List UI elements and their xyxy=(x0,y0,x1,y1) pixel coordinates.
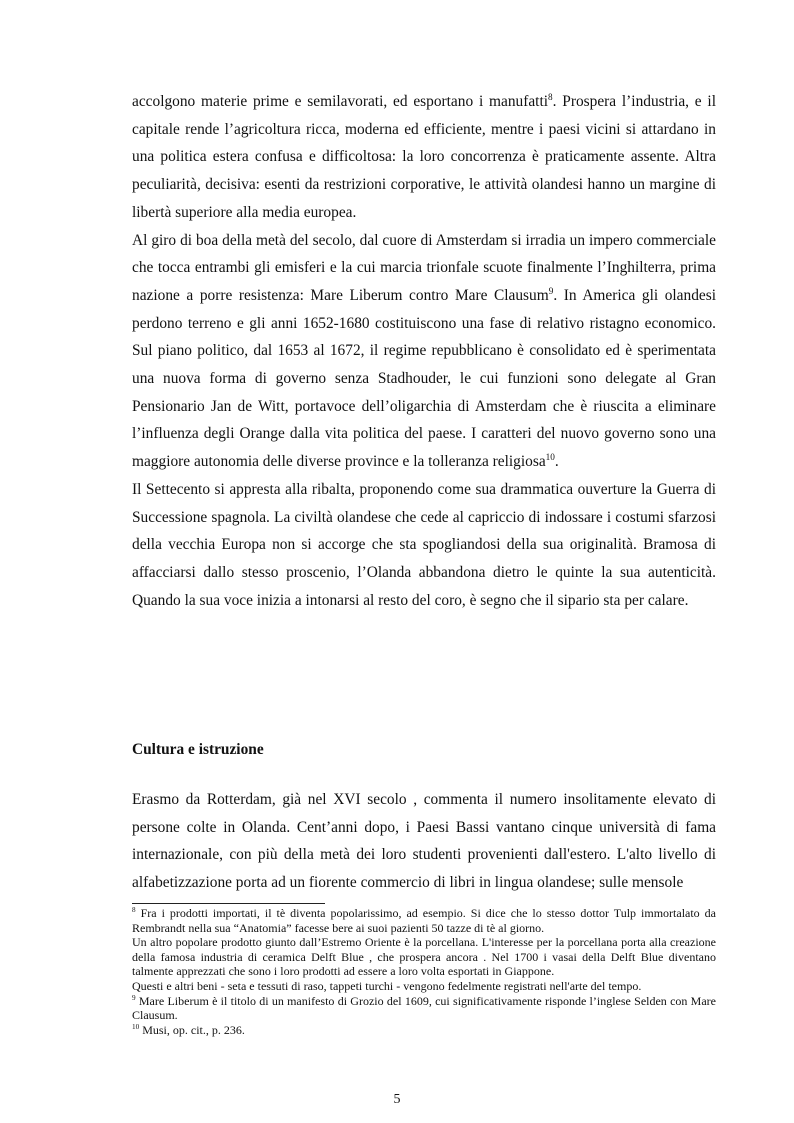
footnote-ref-10[interactable]: 10 xyxy=(545,452,555,463)
footnote-8-end: Questi e altri beni - seta e tessuti di raso, tappeti turchi - vengono fedelmente registrati nell'arte del tempo. xyxy=(132,978,642,993)
footnote-9-text: Mare Liberum è il titolo di un manifesto di Grozio del 1609, cui significativamente risponde l’inglese Selden con Mare Clausum. xyxy=(132,993,717,1023)
footnotes xyxy=(132,906,716,1037)
paragraph-2-rest: . In America gli olandesi perdono terreno e gli anni 1652-1680 costituiscono una fase di relativo ristagno economico. Sul piano politico, dal 1653 al 1672, il regime repubblicano è consolidato ed è sperimentata una nuova forma di governo senza Stadhouder, le cui funzioni sono delegate al Gran Pensionario Jan de Witt, portavoce dell’oligarchia di Amsterdam che è riuscita a eliminare l’influenza degli Orange dalla vita politica del paese. I caratteri del nuovo governo sono una maggiore autonomia delle diverse province e la tolleranza religiosa xyxy=(132,286,716,471)
footnote-number-9: 9 xyxy=(132,993,136,1002)
footnote-8 xyxy=(132,906,716,935)
section-paragraph-1: Erasmo da Rotterdam, già nel XVI secolo , commenta il numero insolitamente elevato di persone colte in Olanda. Cent’anni dopo, i Paesi Bassi vantano cinque università di fama internazionale, con più della metà dei loro studenti provenienti dall'estero. L'alto livello di alfabetizzazione porta ad un fiorente commercio di libri in lingua olandese; sulle mensole xyxy=(132,791,716,892)
paragraph-1-text: accolgono materie prime e semilavorati, ed esportano i manufatti xyxy=(132,93,548,110)
page-body xyxy=(132,88,716,892)
paragraph-2-text: Al giro di boa della metà del secolo, dal cuore di Amsterdam si irradia un impero commerciale che tocca entrambi gli emisferi e la cui marcia trionfale scuote finalmente l’Inghilterra, prima nazione a porre resistenza: Mare Liberum contro Mare Clausum xyxy=(132,231,716,304)
footnote-ref-9[interactable]: 9 xyxy=(548,285,554,296)
paragraph-2 xyxy=(132,227,716,476)
footnote-8-text: Fra i prodotti importati, il tè diventa popolarissimo, ad esempio. Si dice che lo stesso dottor Tulp immortalato da Rembrandt nella sua “Anatomia” facesse bere ai suoi pazienti 50 tazze di tè al giorno. xyxy=(132,906,717,935)
footnote-8-continued: Un altro popolare prodotto giunto dall’Estremo Oriente è la porcellana. L'interesse per la porcellana porta alla creazione della famosa industria di ceramica Delft Blue , che prospera ancora . Nel 1700 i vasai della Delft Blue diventano talmente apprezzati che sono i loro prodotti ad essere a loro volta esportati in Giappone. xyxy=(132,935,716,979)
footnote-10-text: Musi, op. cit., p. 236. xyxy=(142,1022,245,1037)
paragraph-3: Il Settecento si appresta alla ribalta, proponendo come sua drammatica ouverture la Guerra di Successione spagnola. La civiltà olandese che cede al capriccio di indossare i costumi sfarzosi della vecchia Europa non si accorge che sta spogliandosi della sua originalità. Bramosa di affacciarsi dallo stesso proscenio, l’Olanda abbandona dietro le quinte la sua autenticità. Quando la sua voce inizia a intonarsi al resto del coro, è segno che il sipario sta per calare. xyxy=(132,480,716,609)
page-number: 5 xyxy=(393,1092,401,1107)
section-heading: Cultura e istruzione xyxy=(132,741,264,758)
footnote-9 xyxy=(132,994,716,1023)
paragraph-1-rest: . Prospera l’industria, e il capitale rende l’agricoltura ricca, moderna ed efficiente, mentre i paesi vicini si attardano in una politica estera confusa e difficoltosa: la loro concorrenza è praticamente assente. Altra peculiarità, decisiva: esenti da restrizioni corporative, le attività olandesi hanno un margine di libertà superiore alla media europea. xyxy=(132,93,716,221)
footnote-ref-8[interactable]: 8 xyxy=(548,91,553,102)
footnote-number-8: 8 xyxy=(132,906,136,914)
footnote-number-10: 10 xyxy=(132,1022,140,1031)
footnote-separator xyxy=(132,903,325,904)
paragraph-1 xyxy=(132,88,716,227)
paragraph-2-end: . xyxy=(554,453,559,471)
section-content xyxy=(132,786,716,897)
footnote-10 xyxy=(132,1023,716,1038)
